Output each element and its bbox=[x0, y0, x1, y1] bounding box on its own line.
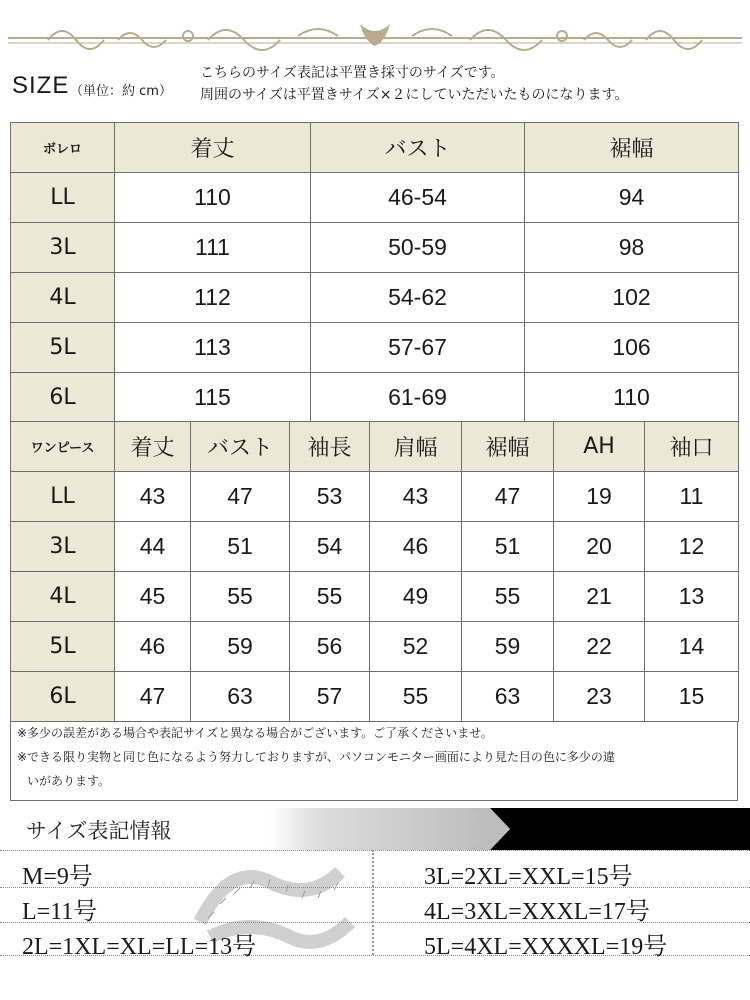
table-cell: 63 bbox=[462, 672, 554, 722]
table-cell: 115 bbox=[115, 373, 311, 423]
size-label: 3L bbox=[11, 223, 115, 273]
table-cell: 20 bbox=[554, 522, 645, 572]
footnotes bbox=[10, 721, 738, 801]
table-cell: 59 bbox=[462, 622, 554, 672]
table-cell: 45 bbox=[115, 572, 191, 622]
column-header: 裾幅 bbox=[462, 422, 554, 472]
table-cell: 13 bbox=[645, 572, 739, 622]
table-row bbox=[11, 223, 739, 273]
table-cell: 14 bbox=[645, 622, 739, 672]
table-header-row bbox=[11, 422, 739, 472]
table-row bbox=[11, 672, 739, 722]
column-header: 袖口 bbox=[645, 422, 739, 472]
table-cell: 50-59 bbox=[311, 223, 525, 273]
table-cell: 23 bbox=[554, 672, 645, 722]
table-row bbox=[11, 273, 739, 323]
size-label: LL bbox=[11, 173, 115, 223]
table-cell: 22 bbox=[554, 622, 645, 672]
size-label: 6L bbox=[11, 373, 115, 423]
column-header: 袖長 bbox=[290, 422, 370, 472]
table-cell: 15 bbox=[645, 672, 739, 722]
table-cell: 21 bbox=[554, 572, 645, 622]
table-cell: 12 bbox=[645, 522, 739, 572]
table-cell: 106 bbox=[525, 323, 739, 373]
table-cell: 11 bbox=[645, 472, 739, 522]
size-equivalence: L=11号 bbox=[22, 899, 98, 925]
table-cell: 46 bbox=[115, 622, 191, 672]
table-cell: 51 bbox=[191, 522, 290, 572]
table-row bbox=[11, 472, 739, 522]
size-equivalence: 2L=1XL=XL=LL=13号 bbox=[22, 934, 257, 960]
size-equivalence: 4L=3XL=XXXL=17号 bbox=[424, 899, 650, 925]
table-cell: 55 bbox=[191, 572, 290, 622]
table-cell: 44 bbox=[115, 522, 191, 572]
table-cell: 49 bbox=[370, 572, 462, 622]
column-divider bbox=[372, 850, 374, 955]
table-cell: 43 bbox=[370, 472, 462, 522]
table-cell: 110 bbox=[115, 173, 311, 223]
table-cell: 98 bbox=[525, 223, 739, 273]
table-header-row bbox=[11, 123, 739, 173]
table-row bbox=[11, 572, 739, 622]
size-equivalence: 5L=4XL=XXXXL=19号 bbox=[424, 934, 668, 960]
decorative-ornament-border bbox=[8, 18, 742, 60]
size-label: 3L bbox=[11, 522, 115, 572]
size-label: 5L bbox=[11, 622, 115, 672]
column-header: 着丈 bbox=[115, 123, 311, 173]
table-cell: 51 bbox=[462, 522, 554, 572]
size-equivalence: M=9号 bbox=[22, 864, 93, 890]
table-cell: 53 bbox=[290, 472, 370, 522]
table-row bbox=[11, 522, 739, 572]
size-equivalence: 3L=2XL=XXL=15号 bbox=[424, 864, 633, 890]
table-row bbox=[11, 373, 739, 423]
unit-label: （単位：約 cm） bbox=[70, 84, 172, 99]
size-info-title: サイズ表記情報 bbox=[26, 819, 172, 843]
table-cell: 54 bbox=[290, 522, 370, 572]
table-cell: 54-62 bbox=[311, 273, 525, 323]
footnote-line1: ※多少の誤差がある場合や表記サイズと異なる場合がございます。ご了承くださいませ。 bbox=[17, 726, 493, 740]
column-header: 肩幅 bbox=[370, 422, 462, 472]
column-header: 裾幅 bbox=[525, 123, 739, 173]
column-header: バスト bbox=[311, 123, 525, 173]
table-cell: 55 bbox=[370, 672, 462, 722]
table-cell: 19 bbox=[554, 472, 645, 522]
divider bbox=[0, 850, 750, 851]
onepiece-label: ワンピース bbox=[11, 422, 115, 472]
table-cell: 111 bbox=[115, 223, 311, 273]
column-header: バスト bbox=[191, 422, 290, 472]
size-label: 4L bbox=[11, 572, 115, 622]
divider bbox=[0, 887, 750, 888]
table-row bbox=[11, 173, 739, 223]
table-cell: 46 bbox=[370, 522, 462, 572]
table-cell: 55 bbox=[290, 572, 370, 622]
bolero-label: ボレロ bbox=[11, 123, 115, 173]
table-cell: 63 bbox=[191, 672, 290, 722]
table-cell: 47 bbox=[115, 672, 191, 722]
onepiece-size-table bbox=[10, 421, 739, 722]
size-label: 6L bbox=[11, 672, 115, 722]
footnote-line2: ※できる限り実物と同じ色になるよう努力しておりますが、パソコンモニター画面により見た目の色に多少の違 bbox=[17, 750, 615, 764]
table-cell: 102 bbox=[525, 273, 739, 323]
table-cell: 47 bbox=[191, 472, 290, 522]
table-row bbox=[11, 622, 739, 672]
table-cell: 94 bbox=[525, 173, 739, 223]
size-label: LL bbox=[11, 472, 115, 522]
table-cell: 56 bbox=[290, 622, 370, 672]
table-cell: 61-69 bbox=[311, 373, 525, 423]
table-cell: 47 bbox=[462, 472, 554, 522]
table-cell: 57 bbox=[290, 672, 370, 722]
measurement-note-line1: こちらのサイズ表記は平置き採寸のサイズです。 bbox=[200, 65, 505, 81]
bolero-size-table bbox=[10, 122, 739, 423]
table-cell: 57-67 bbox=[311, 323, 525, 373]
table-cell: 110 bbox=[525, 373, 739, 423]
size-label: 5L bbox=[11, 323, 115, 373]
size-title: SIZE bbox=[12, 72, 70, 99]
table-cell: 55 bbox=[462, 572, 554, 622]
table-row bbox=[11, 323, 739, 373]
table-cell: 59 bbox=[191, 622, 290, 672]
table-cell: 46-54 bbox=[311, 173, 525, 223]
table-cell: 113 bbox=[115, 323, 311, 373]
size-label: 4L bbox=[11, 273, 115, 323]
column-header: 着丈 bbox=[115, 422, 191, 472]
table-cell: 43 bbox=[115, 472, 191, 522]
table-cell: 52 bbox=[370, 622, 462, 672]
table-cell: 112 bbox=[115, 273, 311, 323]
column-header: AH bbox=[554, 422, 645, 472]
footnote-line3: いがあります。 bbox=[27, 774, 111, 788]
measurement-note-line2: 周囲のサイズは平置きサイズ×２にしていただいたものになります。 bbox=[200, 87, 629, 103]
